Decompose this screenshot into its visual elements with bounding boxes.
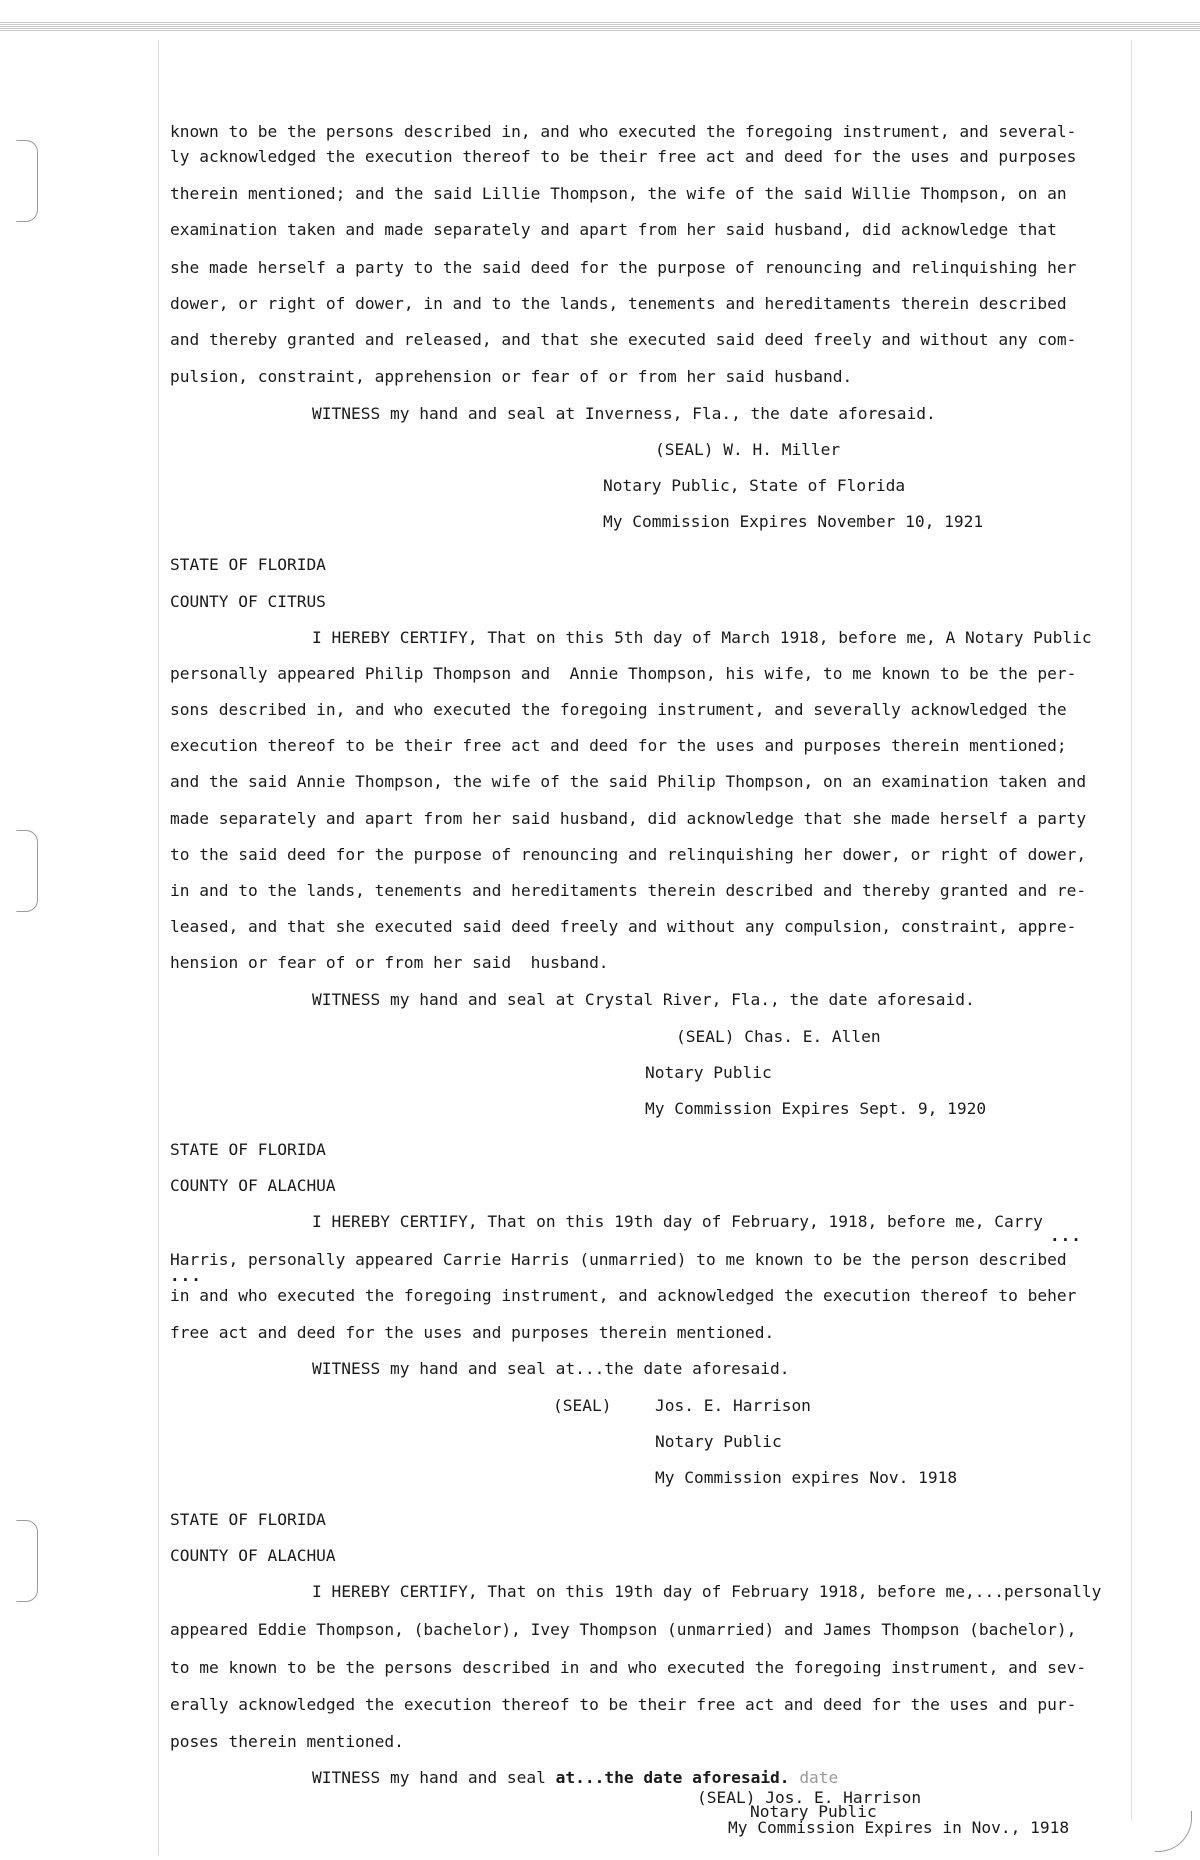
seal-label: (SEAL) [553,1396,612,1415]
state-heading: STATE OF FLORIDA [170,1140,326,1159]
binder-hole-middle [16,830,38,912]
county-heading: COUNTY OF CITRUS [170,592,326,611]
witness-line [312,1768,838,1788]
body-line: ly acknowledged the execution thereof to be their free act and deed for the uses and purposes [170,147,1077,166]
witness-line: WITNESS my hand and seal at...the date aforesaid. [312,1359,790,1378]
state-heading: STATE OF FLORIDA [170,555,326,574]
body-line: to the said deed for the purpose of renouncing and relinquishing her dower, or right of dower, [170,845,1087,864]
witness-ghost-text: date [799,1768,839,1787]
county-heading: COUNTY OF ALACHUA [170,1176,336,1195]
body-line: appeared Eddie Thompson, (bachelor), Ivey Thompson (unmarried) and James Thompson (bachelor), [170,1620,1077,1639]
body-line: personally appeared Philip Thompson and Annie Thompson, his wife, to me known to be the per- [170,664,1077,683]
body-line: I HEREBY CERTIFY, That on this 19th day of February 1918, before me,...personally [312,1582,1102,1601]
body-line: therein mentioned; and the said Lillie Thompson, the wife of the said Willie Thompson, on an [170,184,1067,203]
notary-title: Notary Public [655,1432,782,1451]
body-line: Harris, personally appeared Carrie Harris (unmarried) to me known to be the person described [170,1250,1067,1269]
body-line: free act and deed for the uses and purposes therein mentioned. [170,1323,775,1342]
left-margin-line [158,40,159,1855]
body-line: erally acknowledged the execution thereof to be their free act and deed for the uses and pur- [170,1695,1077,1714]
body-line: sons described in, and who executed the foregoing instrument, and severally acknowledged the [170,700,1067,719]
notary-title: Notary Public [750,1802,877,1821]
body-line: dower, or right of dower, in and to the lands, tenements and hereditaments therein described [170,294,1067,313]
body-line: poses therein mentioned. [170,1732,404,1751]
commission-expiry: My Commission expires Nov. 1918 [655,1468,958,1487]
body-line: I HEREBY CERTIFY, That on this 5th day of March 1918, before me, A Notary Public [312,628,1092,647]
page-corner-curl [1155,1811,1192,1852]
body-line: I HEREBY CERTIFY, That on this 19th day of February, 1918, before me, Carry [312,1212,1043,1231]
seal-signature: (SEAL) Chas. E. Allen [676,1027,881,1046]
body-line: execution thereof to be their free act and deed for the uses and purposes therein mentioned; [170,736,1067,755]
signer-name: Jos. E. Harrison [655,1396,811,1415]
county-heading: COUNTY OF ALACHUA [170,1546,336,1565]
top-page-edge [0,22,1200,32]
commission-expiry: My Commission Expires November 10, 1921 [603,512,984,531]
witness-line: WITNESS my hand and seal at Inverness, Fla., the date aforesaid. [312,404,936,423]
witness-line: WITNESS my hand and seal at Crystal River, Fla., the date aforesaid. [312,990,975,1009]
body-line: and the said Annie Thompson, the wife of the said Philip Thompson, on an examination taken and [170,772,1087,791]
ellipsis-mark: ... [1050,1226,1082,1245]
notary-title: Notary Public [645,1063,772,1082]
binder-hole-top [16,140,38,222]
body-line: to me known to be the persons described in and who executed the foregoing instrument, and sev- [170,1658,1087,1677]
state-heading: STATE OF FLORIDA [170,1510,326,1529]
body-line: and thereby granted and released, and that she executed said deed freely and without any com- [170,330,1077,349]
body-line: in and who executed the foregoing instrument, and acknowledged the execution thereof to beher [170,1286,1077,1305]
seal-signature: (SEAL) Jos. E. Harrison [697,1788,922,1807]
body-line: leased, and that she executed said deed freely and without any compulsion, constraint, appre- [170,917,1077,936]
body-line: she made herself a party to the said deed for the purpose of renouncing and relinquishing her [170,258,1077,277]
body-line: examination taken and made separately and apart from her said husband, did acknowledge that [170,220,1057,239]
ellipsis-mark: ... [170,1266,202,1285]
body-line: hension or fear of or from her said husband. [170,953,609,972]
commission-expiry: My Commission Expires in Nov., 1918 [728,1818,1070,1837]
right-margin-line [1131,40,1132,1820]
body-line: pulsion, constraint, apprehension or fear of or from her said husband. [170,367,853,386]
notary-title: Notary Public, State of Florida [603,476,906,495]
body-line: in and to the lands, tenements and hereditaments therein described and thereby granted and re- [170,881,1087,900]
witness-prefix: WITNESS my hand and seal [312,1768,556,1787]
commission-expiry: My Commission Expires Sept. 9, 1920 [645,1099,987,1118]
body-line: made separately and apart from her said husband, did acknowledge that she made herself a party [170,809,1087,828]
seal-signature: (SEAL) W. H. Miller [655,440,841,459]
binder-hole-bottom [16,1520,38,1602]
witness-overtype: at...the date aforesaid. [555,1768,790,1787]
body-line: known to be the persons described in, and who executed the foregoing instrument, and several- [170,122,1077,141]
